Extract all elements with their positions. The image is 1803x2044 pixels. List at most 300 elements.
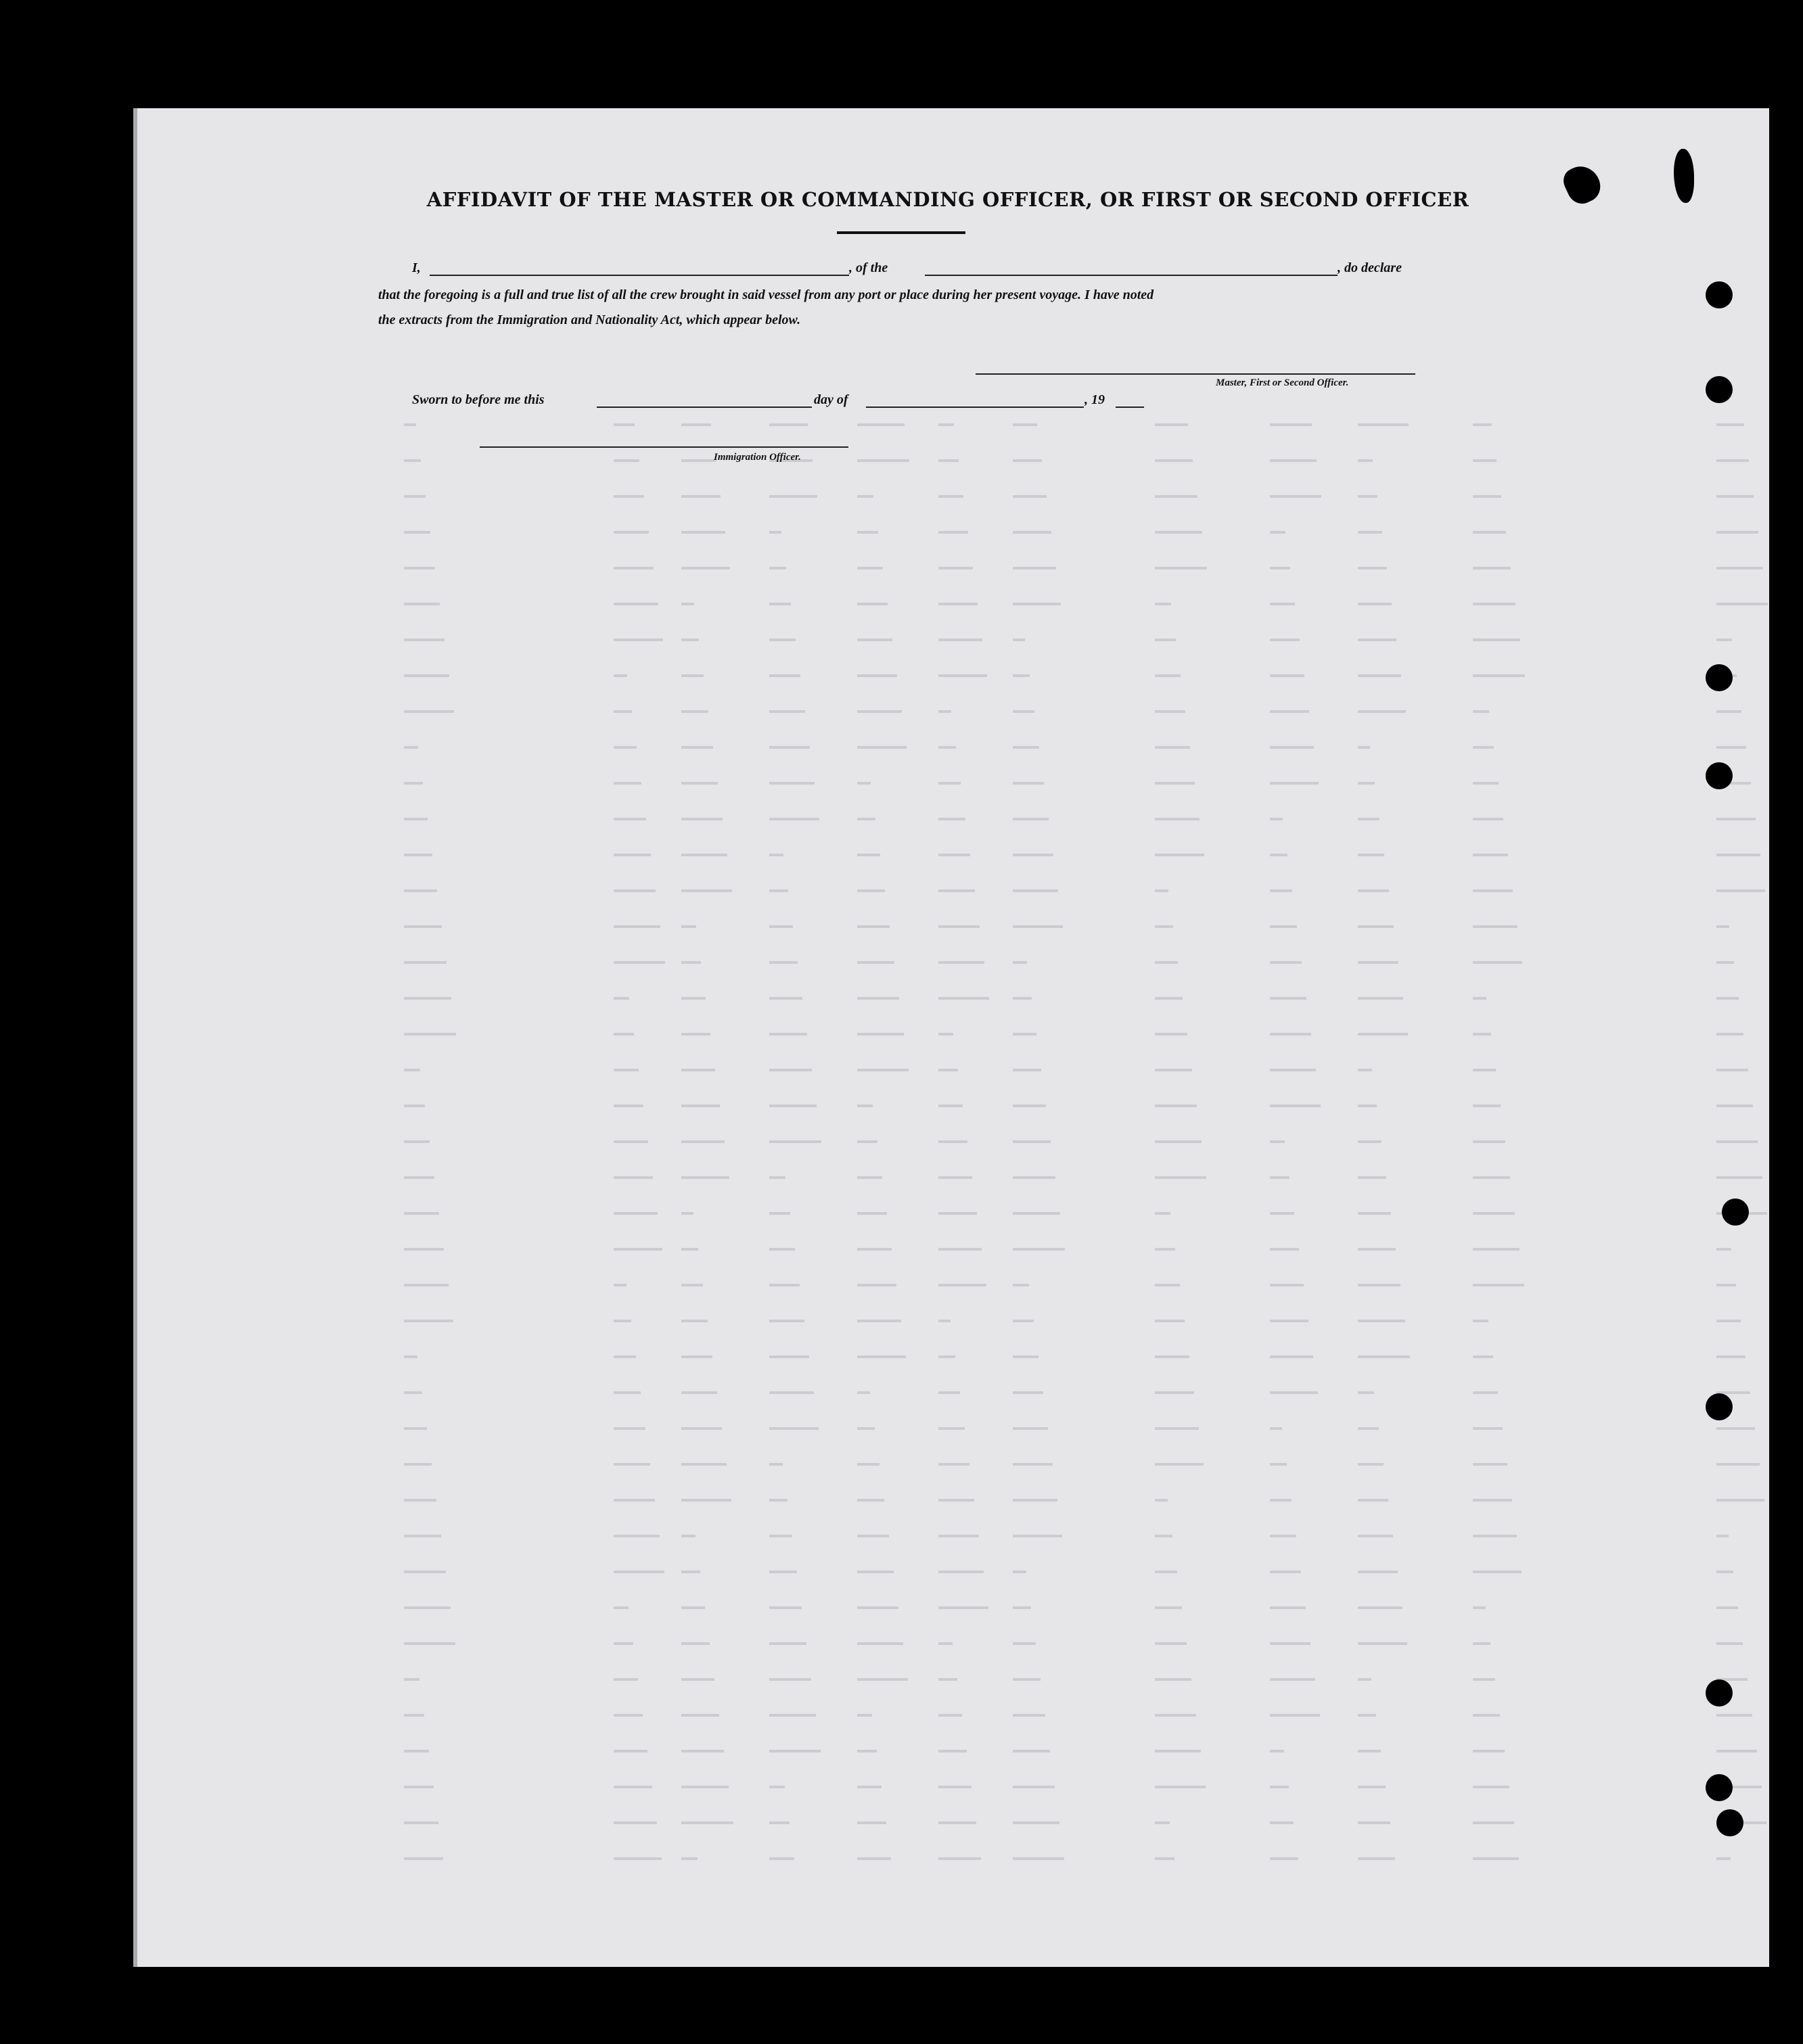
bleed-through-mark — [1013, 1212, 1060, 1215]
bleed-through-mark — [1716, 1069, 1748, 1071]
bleed-through-mark — [614, 1427, 645, 1430]
bleed-through-mark — [1358, 1212, 1391, 1215]
bleed-through-row — [390, 491, 1750, 505]
bleed-through-mark — [1013, 1463, 1053, 1466]
bleed-through-mark — [1270, 1427, 1282, 1430]
bleed-through-mark — [769, 1786, 785, 1788]
bleed-through-mark — [681, 423, 711, 426]
bleed-through-mark — [1155, 1355, 1189, 1358]
bleed-through-mark — [404, 1033, 456, 1036]
bleed-through-row — [390, 1351, 1750, 1365]
bleed-through-mark — [938, 1642, 953, 1645]
bleed-through-mark — [1155, 495, 1197, 498]
bleed-through-mark — [1473, 567, 1511, 570]
bleed-through-row — [390, 563, 1750, 576]
bleed-through-mark — [1155, 710, 1185, 713]
bleed-through-row — [390, 1316, 1750, 1329]
vessel-name-line — [925, 275, 1338, 276]
bleed-through-mark — [769, 1176, 785, 1179]
bleed-through-mark — [1716, 746, 1746, 749]
bleed-through-mark — [1155, 1284, 1180, 1286]
bleed-through-mark — [938, 1284, 986, 1286]
bleed-through-row — [390, 1602, 1750, 1616]
bleed-through-mark — [1270, 1355, 1313, 1358]
bleed-through-mark — [404, 1355, 417, 1358]
bleed-through-mark — [1358, 1535, 1393, 1537]
bleed-through-mark — [404, 746, 418, 749]
bleed-through-mark — [1358, 1391, 1374, 1394]
bleed-through-mark — [1358, 746, 1370, 749]
bleed-through-mark — [769, 1571, 797, 1573]
bleed-through-mark — [614, 1391, 641, 1394]
bleed-through-mark — [1155, 1571, 1177, 1573]
bleed-through-mark — [1155, 1320, 1185, 1322]
bleed-through-mark — [938, 1821, 976, 1824]
bleed-through-mark — [1013, 889, 1058, 892]
punch-hole — [1706, 281, 1733, 308]
sworn-day-of: day of — [814, 392, 848, 407]
declaration-pronoun: I, — [412, 260, 421, 275]
bleed-through-mark — [857, 1427, 875, 1430]
bleed-through-mark — [1155, 638, 1176, 641]
bleed-through-mark — [614, 1535, 660, 1537]
bleed-through-mark — [857, 1248, 892, 1251]
bleed-through-row — [390, 957, 1750, 971]
bleed-through-row — [390, 1100, 1750, 1114]
bleed-through-mark — [404, 1499, 436, 1502]
bleed-through-mark — [1358, 1821, 1390, 1824]
bleed-through-mark — [1358, 1105, 1377, 1107]
bleed-through-mark — [1716, 1320, 1741, 1322]
bleed-through-mark — [938, 1355, 955, 1358]
bleed-through-mark — [769, 782, 815, 785]
bleed-through-mark — [1473, 1176, 1510, 1179]
bleed-through-mark — [681, 889, 732, 892]
bleed-through-mark — [1358, 1033, 1408, 1036]
bleed-through-mark — [769, 997, 802, 1000]
bleed-through-row — [390, 1387, 1750, 1401]
bleed-through-mark — [938, 1571, 984, 1573]
bleed-through-mark — [857, 1212, 887, 1215]
bleed-through-mark — [938, 423, 954, 426]
bleed-through-mark — [404, 889, 437, 892]
bleed-through-mark — [1155, 1786, 1206, 1788]
bleed-through-mark — [1013, 567, 1056, 570]
bleed-through-mark — [614, 1140, 648, 1143]
bleed-through-mark — [404, 1535, 441, 1537]
bleed-through-mark — [1270, 674, 1304, 677]
bleed-through-mark — [1473, 1571, 1522, 1573]
bleed-through-row — [390, 814, 1750, 827]
bleed-through-mark — [1358, 1463, 1384, 1466]
bleed-through-mark — [857, 818, 875, 820]
punch-hole — [1706, 664, 1733, 691]
bleed-through-mark — [1716, 1571, 1733, 1573]
bleed-through-mark — [938, 1069, 958, 1071]
bleed-through-mark — [1358, 423, 1409, 426]
bleed-through-row — [390, 1495, 1750, 1508]
bleed-through-mark — [1013, 1606, 1031, 1609]
bleed-through-mark — [1270, 1786, 1289, 1788]
bleed-through-mark — [1358, 961, 1398, 964]
sworn-day-line — [597, 407, 812, 408]
bleed-through-mark — [1473, 1857, 1519, 1860]
bleed-through-mark — [1358, 1714, 1376, 1717]
bleed-through-mark — [614, 1857, 662, 1860]
bleed-through-mark — [1473, 1427, 1503, 1430]
bleed-through-mark — [857, 1355, 906, 1358]
bleed-through-mark — [1013, 1535, 1062, 1537]
bleed-through-mark — [1013, 1821, 1059, 1824]
bleed-through-mark — [1013, 1069, 1041, 1071]
bleed-through-mark — [1716, 423, 1744, 426]
punch-hole — [1706, 762, 1733, 789]
bleed-through-mark — [614, 1212, 658, 1215]
bleed-through-mark — [1013, 674, 1030, 677]
bleed-through-mark — [1155, 1535, 1172, 1537]
bleed-through-mark — [769, 1284, 800, 1286]
bleed-through-mark — [1155, 1606, 1182, 1609]
bleed-through-mark — [404, 459, 421, 462]
bleed-through-mark — [938, 925, 980, 928]
bleed-through-mark — [404, 567, 435, 570]
bleed-through-row — [390, 1172, 1750, 1186]
bleed-through-mark — [1358, 997, 1403, 1000]
bleed-through-mark — [1358, 495, 1377, 498]
bleed-through-mark — [404, 495, 426, 498]
bleed-through-mark — [1013, 997, 1032, 1000]
bleed-through-mark — [1473, 1463, 1507, 1466]
bleed-through-mark — [769, 1750, 821, 1752]
bleed-through-mark — [769, 925, 793, 928]
bleed-through-mark — [1716, 1355, 1745, 1358]
bleed-through-mark — [1013, 1105, 1046, 1107]
bleed-through-crew-list — [133, 108, 1769, 1967]
bleed-through-mark — [1155, 1212, 1170, 1215]
bleed-through-mark — [1155, 818, 1200, 820]
bleed-through-mark — [769, 818, 819, 820]
bleed-through-mark — [857, 1284, 896, 1286]
bleed-through-mark — [1270, 531, 1285, 534]
bleed-through-mark — [1473, 1320, 1488, 1322]
bleed-through-mark — [1716, 889, 1765, 892]
declaration-do-declare: , do declare — [1338, 260, 1402, 275]
bleed-through-row — [390, 419, 1750, 433]
bleed-through-mark — [404, 1642, 455, 1645]
bleed-through-mark — [857, 961, 894, 964]
bleed-through-mark — [1270, 1033, 1311, 1036]
bleed-through-mark — [857, 1786, 882, 1788]
bleed-through-row — [390, 1638, 1750, 1652]
bleed-through-mark — [614, 423, 635, 426]
bleed-through-mark — [1473, 459, 1497, 462]
bleed-through-mark — [769, 1499, 788, 1502]
bleed-through-mark — [1473, 1391, 1498, 1394]
bleed-through-mark — [857, 854, 880, 856]
bleed-through-mark — [614, 1355, 636, 1358]
bleed-through-mark — [614, 638, 663, 641]
bleed-through-mark — [857, 1391, 870, 1394]
bleed-through-mark — [1358, 1857, 1395, 1860]
bleed-through-mark — [404, 1140, 430, 1143]
bleed-through-mark — [614, 1463, 650, 1466]
bleed-through-mark — [1270, 1140, 1285, 1143]
bleed-through-mark — [1013, 1499, 1057, 1502]
bleed-through-mark — [1473, 1535, 1517, 1537]
bleed-through-row — [390, 1782, 1750, 1795]
bleed-through-mark — [1716, 1033, 1743, 1036]
bleed-through-mark — [1013, 531, 1051, 534]
bleed-through-row — [390, 885, 1750, 899]
bleed-through-mark — [1473, 603, 1515, 605]
bleed-through-mark — [1013, 925, 1063, 928]
signature-line — [976, 373, 1415, 375]
bleed-through-row — [390, 1674, 1750, 1688]
bleed-through-mark — [1155, 1714, 1196, 1717]
bleed-through-mark — [938, 603, 978, 605]
bleed-through-mark — [404, 1320, 453, 1322]
sworn-month-line — [866, 407, 1084, 408]
bleed-through-mark — [857, 531, 878, 534]
bleed-through-mark — [1473, 854, 1508, 856]
bleed-through-mark — [769, 1714, 816, 1717]
bleed-through-mark — [1155, 1463, 1204, 1466]
bleed-through-mark — [1473, 1606, 1486, 1609]
bleed-through-mark — [857, 1176, 882, 1179]
bleed-through-mark — [1358, 889, 1389, 892]
bleed-through-mark — [938, 1463, 969, 1466]
declaration-of-the: , of the — [849, 260, 888, 275]
bleed-through-mark — [938, 854, 970, 856]
bleed-through-mark — [614, 925, 660, 928]
bleed-through-row — [390, 1853, 1750, 1867]
bleed-through-mark — [769, 1463, 783, 1466]
bleed-through-mark — [404, 854, 432, 856]
bleed-through-mark — [1270, 1320, 1308, 1322]
bleed-through-row — [390, 1029, 1750, 1042]
bleed-through-mark — [404, 710, 454, 713]
bleed-through-mark — [1716, 531, 1758, 534]
bleed-through-mark — [1358, 459, 1373, 462]
bleed-through-mark — [938, 638, 982, 641]
bleed-through-mark — [1270, 782, 1319, 785]
bleed-through-mark — [614, 1642, 633, 1645]
bleed-through-mark — [404, 1463, 432, 1466]
bleed-through-mark — [1358, 1427, 1379, 1430]
bleed-through-row — [390, 1280, 1750, 1293]
bleed-through-mark — [1358, 1248, 1396, 1251]
bleed-through-mark — [1013, 1391, 1043, 1394]
bleed-through-mark — [614, 1320, 631, 1322]
bleed-through-mark — [1716, 1176, 1762, 1179]
bleed-through-mark — [857, 1750, 877, 1752]
bleed-through-mark — [938, 1499, 974, 1502]
bleed-through-mark — [1473, 1714, 1500, 1717]
bleed-through-mark — [1358, 567, 1387, 570]
bleed-through-mark — [1716, 997, 1739, 1000]
bleed-through-mark — [614, 997, 629, 1000]
bleed-through-mark — [1013, 423, 1037, 426]
bleed-through-mark — [1716, 961, 1734, 964]
bleed-through-mark — [1716, 1463, 1760, 1466]
bleed-through-mark — [681, 1499, 731, 1502]
bleed-through-mark — [1716, 1535, 1729, 1537]
bleed-through-row — [390, 1710, 1750, 1723]
bleed-through-mark — [1358, 854, 1384, 856]
punch-hole — [1706, 376, 1733, 403]
bleed-through-row — [390, 1208, 1750, 1222]
bleed-through-mark — [404, 1212, 439, 1215]
bleed-through-mark — [614, 1750, 647, 1752]
bleed-through-mark — [1473, 1248, 1520, 1251]
bleed-through-mark — [404, 1821, 438, 1824]
bleed-through-mark — [938, 1857, 981, 1860]
bleed-through-mark — [681, 1535, 695, 1537]
bleed-through-mark — [1358, 638, 1396, 641]
bleed-through-mark — [769, 1821, 790, 1824]
bleed-through-mark — [857, 1535, 889, 1537]
bleed-through-mark — [1358, 925, 1394, 928]
bleed-through-mark — [938, 1176, 972, 1179]
bleed-through-mark — [404, 997, 451, 1000]
bleed-through-mark — [857, 1140, 877, 1143]
bleed-through-mark — [404, 782, 423, 785]
bleed-through-mark — [1013, 961, 1027, 964]
bleed-through-mark — [1270, 1606, 1306, 1609]
bleed-through-mark — [1013, 1714, 1045, 1717]
bleed-through-mark — [938, 1212, 977, 1215]
bleed-through-mark — [681, 1391, 717, 1394]
bleed-through-mark — [404, 1391, 422, 1394]
bleed-through-mark — [1013, 459, 1042, 462]
bleed-through-mark — [769, 1391, 814, 1394]
bleed-through-mark — [1155, 1857, 1174, 1860]
bleed-through-mark — [769, 1248, 795, 1251]
bleed-through-mark — [1270, 603, 1295, 605]
bleed-through-mark — [1270, 1821, 1294, 1824]
bleed-through-mark — [1716, 1642, 1743, 1645]
bleed-through-mark — [1358, 1355, 1410, 1358]
bleed-through-mark — [1270, 1176, 1290, 1179]
bleed-through-mark — [404, 674, 449, 677]
bleed-through-mark — [1013, 1140, 1051, 1143]
bleed-through-mark — [614, 1786, 652, 1788]
bleed-through-mark — [938, 1248, 982, 1251]
bleed-through-mark — [1155, 746, 1190, 749]
bleed-through-mark — [681, 1463, 727, 1466]
bleed-through-mark — [1270, 1105, 1321, 1107]
bleed-through-mark — [1358, 603, 1392, 605]
bleed-through-mark — [1270, 423, 1312, 426]
bleed-through-mark — [769, 1320, 804, 1322]
bleed-through-mark — [681, 1212, 693, 1215]
bleed-through-mark — [857, 459, 909, 462]
bleed-through-mark — [1270, 818, 1283, 820]
bleed-through-mark — [769, 603, 791, 605]
bleed-through-mark — [1473, 889, 1513, 892]
bleed-through-mark — [938, 1105, 963, 1107]
bleed-through-mark — [769, 638, 796, 641]
bleed-through-mark — [769, 531, 781, 534]
bleed-through-mark — [1716, 818, 1756, 820]
bleed-through-row — [390, 1531, 1750, 1544]
bleed-through-mark — [1013, 495, 1047, 498]
bleed-through-mark — [404, 1284, 449, 1286]
bleed-through-mark — [681, 746, 713, 749]
bleed-through-mark — [769, 1642, 806, 1645]
bleed-through-mark — [1716, 1857, 1731, 1860]
bleed-through-mark — [1155, 854, 1204, 856]
bleed-through-mark — [614, 1571, 664, 1573]
bleed-through-mark — [1473, 1786, 1509, 1788]
signature-caption: Master, First or Second Officer. — [1216, 377, 1349, 388]
bleed-through-mark — [1473, 1033, 1491, 1036]
bleed-through-mark — [614, 1105, 643, 1107]
bleed-through-mark — [404, 925, 442, 928]
bleed-through-mark — [614, 854, 651, 856]
bleed-through-mark — [938, 889, 975, 892]
bleed-through-mark — [1155, 1105, 1197, 1107]
bleed-through-mark — [614, 818, 646, 820]
bleed-through-mark — [681, 1857, 698, 1860]
bleed-through-mark — [1013, 1248, 1065, 1251]
bleed-through-mark — [769, 710, 805, 713]
bleed-through-mark — [1270, 997, 1306, 1000]
bleed-through-mark — [681, 1642, 710, 1645]
bleed-through-mark — [938, 567, 973, 570]
bleed-through-mark — [404, 423, 416, 426]
bleed-through-mark — [857, 1320, 901, 1322]
bleed-through-mark — [857, 1714, 872, 1717]
bleed-through-mark — [769, 1355, 809, 1358]
bleed-through-mark — [1716, 1427, 1755, 1430]
bleed-through-mark — [769, 1535, 792, 1537]
bleed-through-mark — [1155, 1821, 1170, 1824]
bleed-through-mark — [769, 1069, 812, 1071]
bleed-through-mark — [404, 638, 444, 641]
bleed-through-mark — [614, 531, 649, 534]
bleed-through-mark — [614, 1284, 626, 1286]
bleed-through-mark — [1155, 674, 1181, 677]
bleed-through-mark — [769, 889, 788, 892]
bleed-through-row — [390, 1244, 1750, 1257]
bleed-through-mark — [1270, 854, 1287, 856]
bleed-through-mark — [614, 1714, 643, 1717]
bleed-through-mark — [769, 1140, 821, 1143]
bleed-through-mark — [1473, 710, 1489, 713]
sworn-year-prefix: , 19 — [1085, 392, 1105, 407]
bleed-through-mark — [857, 1033, 904, 1036]
bleed-through-mark — [681, 782, 718, 785]
bleed-through-row — [390, 1423, 1750, 1437]
bleed-through-mark — [404, 531, 430, 534]
bleed-through-mark — [857, 1606, 898, 1609]
bleed-through-mark — [938, 746, 956, 749]
bleed-through-mark — [1358, 1750, 1381, 1752]
bleed-through-mark — [1013, 1176, 1055, 1179]
bleed-through-mark — [681, 1427, 722, 1430]
bleed-through-row — [390, 455, 1750, 469]
bleed-through-mark — [1013, 818, 1049, 820]
bleed-through-mark — [404, 1248, 444, 1251]
bleed-through-mark — [1473, 674, 1525, 677]
bleed-through-mark — [938, 1714, 962, 1717]
bleed-through-mark — [857, 1069, 909, 1071]
bleed-through-mark — [614, 567, 654, 570]
bleed-through-mark — [614, 1248, 662, 1251]
immigration-officer-caption: Immigration Officer. — [714, 452, 801, 463]
bleed-through-mark — [1716, 1284, 1736, 1286]
